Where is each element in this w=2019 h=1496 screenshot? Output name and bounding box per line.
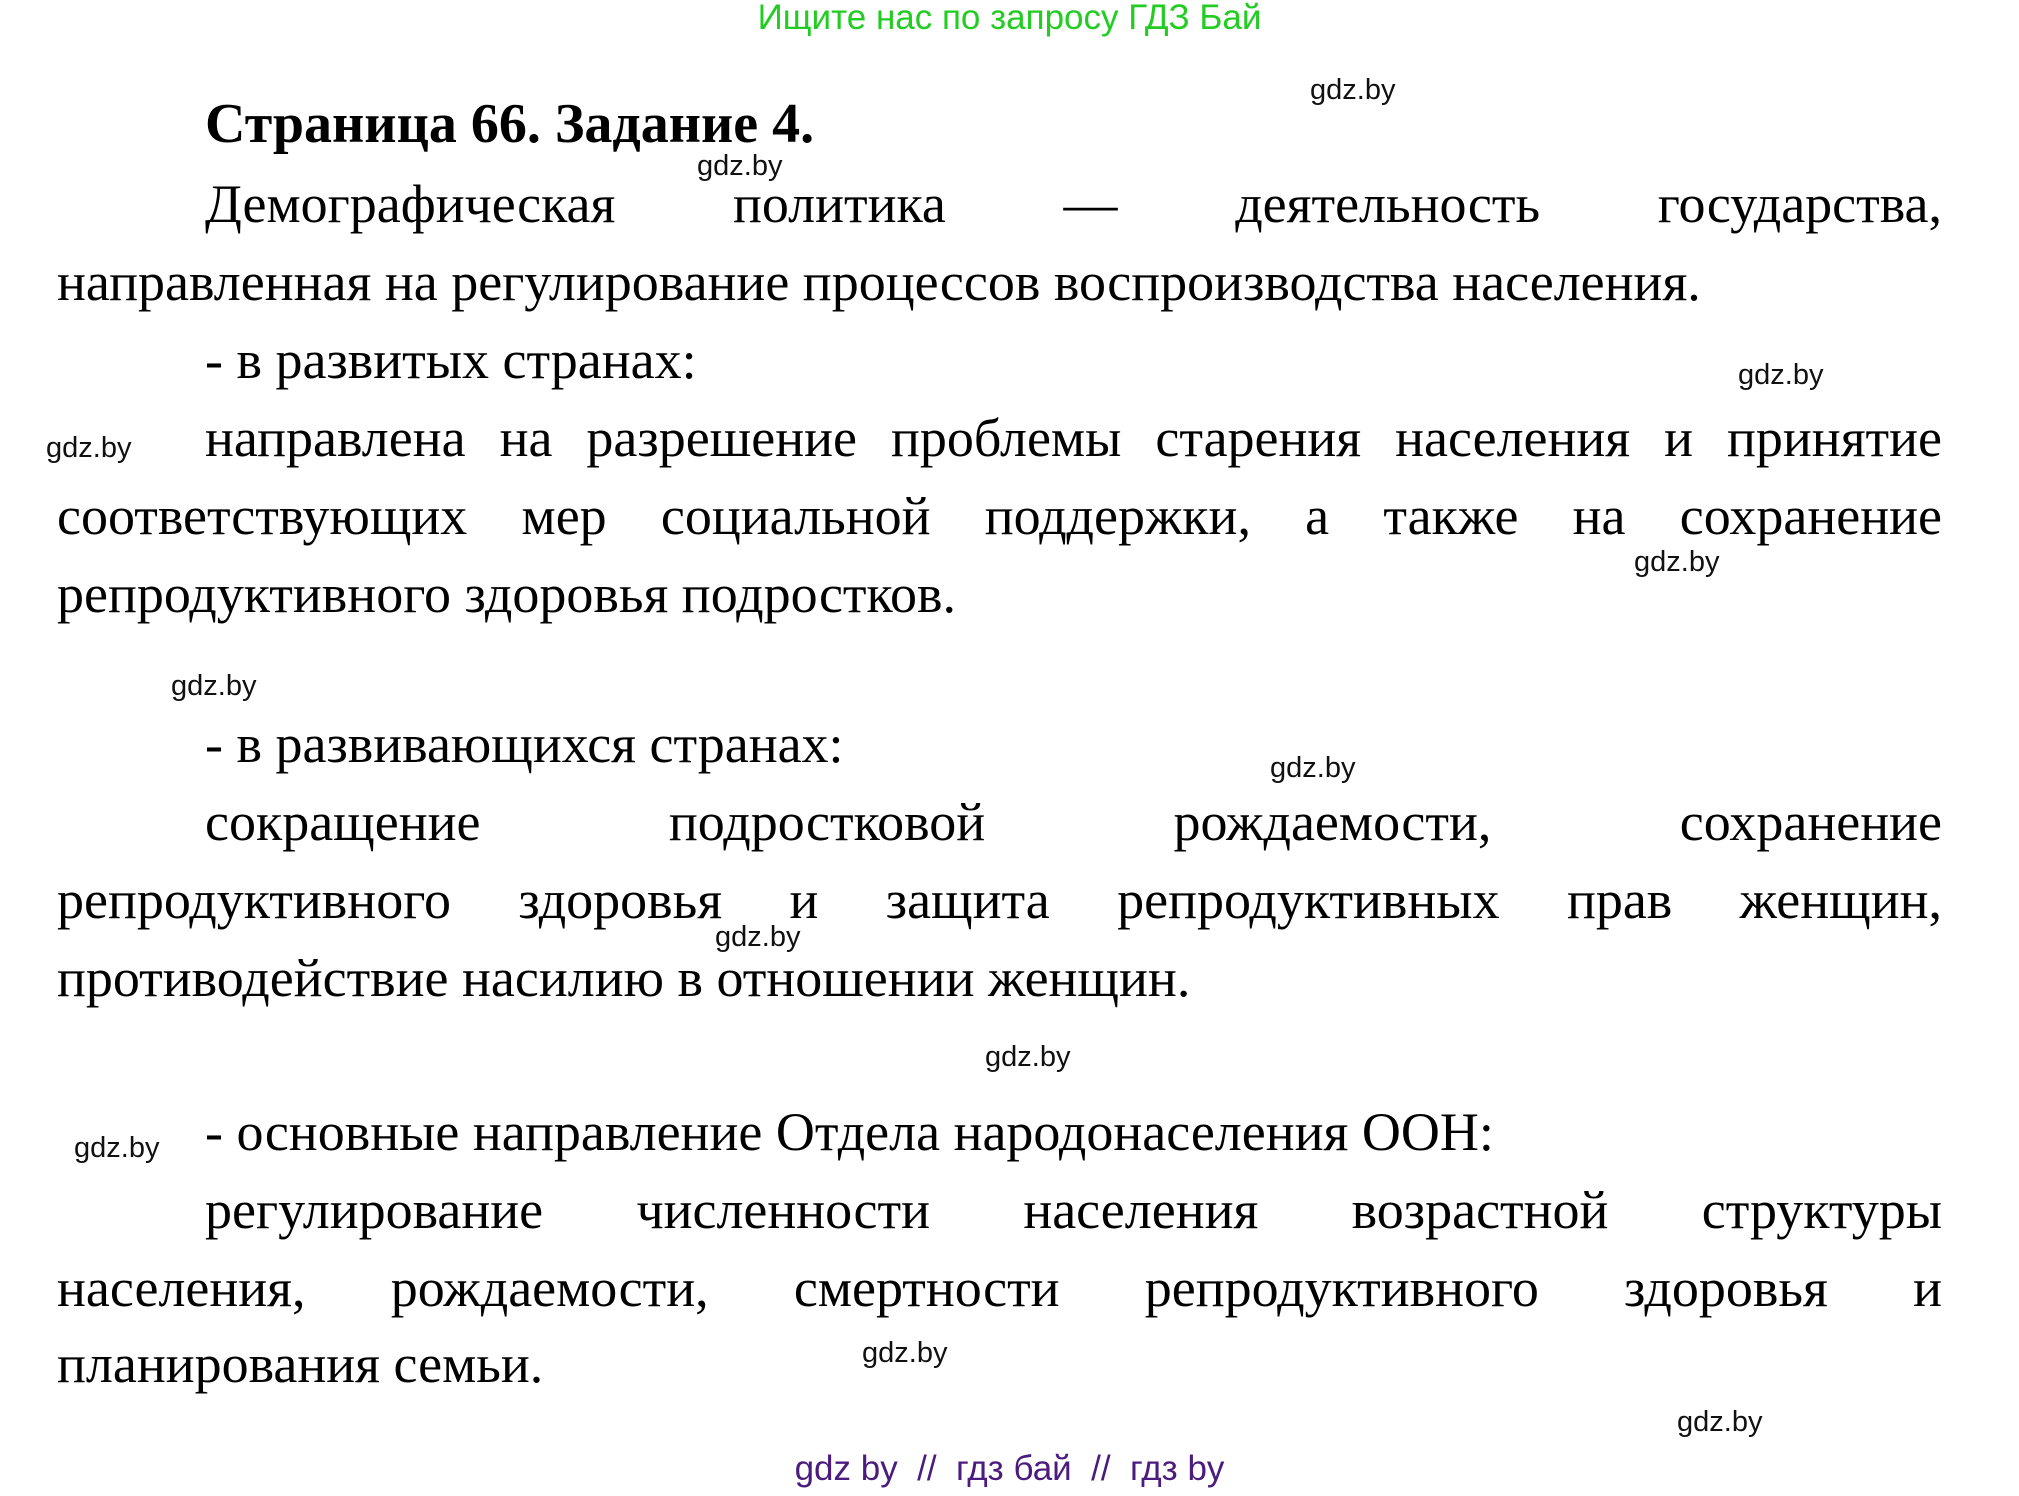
page-title: Страница 66. Задание 4. xyxy=(205,93,815,155)
watermark: gdz.by xyxy=(1677,1406,1763,1438)
list-subheading: - в развитых странах: xyxy=(205,330,697,390)
footer-watermark: gdz by // гдз бай // гдз by xyxy=(794,1449,1225,1488)
paragraph-line: Демографическая политика — деятельность государства, xyxy=(205,174,1942,234)
paragraph-line: репродуктивного здоровья подростков. xyxy=(57,564,957,624)
watermark: gdz.by xyxy=(862,1337,948,1369)
paragraph-line: репродуктивного здоровья и защита репродуктивных прав женщин, xyxy=(57,870,1942,930)
watermark: gdz.by xyxy=(985,1041,1071,1073)
paragraph-line: соответствующих мер социальной поддержки, а также на сохранение xyxy=(57,486,1942,546)
watermark: gdz.by xyxy=(1634,546,1720,578)
paragraph-line: населения, рождаемости, смертности репродуктивного здоровья и xyxy=(57,1258,1942,1318)
paragraph-line: регулирование численности населения возрастной структуры xyxy=(205,1180,1942,1240)
paragraph-line: направленная на регулирование процессов воспроизводства населения. xyxy=(57,252,1701,312)
watermark: gdz.by xyxy=(46,432,132,464)
watermark: gdz.by xyxy=(1738,359,1824,391)
watermark: gdz.by xyxy=(1270,752,1356,784)
watermark: gdz.by xyxy=(1310,74,1396,106)
paragraph-line: противодействие насилию в отношении женщин. xyxy=(57,948,1191,1008)
paragraph-line: планирования семьи. xyxy=(57,1334,544,1394)
list-subheading: - в развивающихся странах: xyxy=(205,714,844,774)
list-subheading: - основные направление Отдела народонаселения ООН: xyxy=(205,1102,1494,1162)
watermark: gdz.by xyxy=(697,150,783,182)
watermark: gdz.by xyxy=(171,670,257,702)
search-banner: Ищите нас по запросу ГДЗ Бай xyxy=(757,0,1262,37)
paragraph-line: сокращение подростковой рождаемости, сохранение xyxy=(205,792,1942,852)
watermark: gdz.by xyxy=(715,921,801,953)
paragraph-line: направлена на разрешение проблемы старения населения и принятие xyxy=(205,408,1942,468)
watermark: gdz.by xyxy=(74,1132,160,1164)
